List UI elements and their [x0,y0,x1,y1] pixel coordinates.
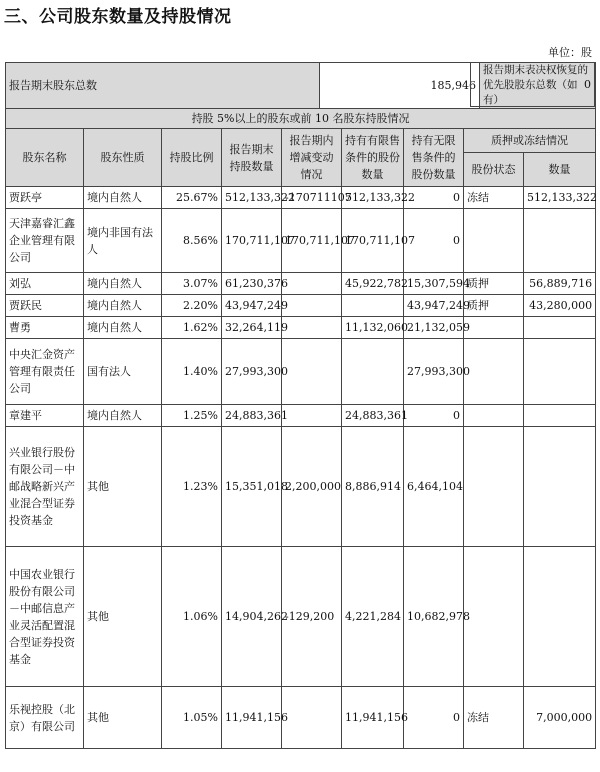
preferred-shareholders-value: 0 [471,63,595,107]
row-unrestricted: 0 [404,405,464,427]
row-ratio: 1.25% [162,405,222,427]
row-pledge-status [464,427,524,547]
header-nature: 股东性质 [84,129,162,187]
row-nature: 其他 [84,427,162,547]
row-change [282,295,342,317]
header-unrestricted: 持有无限售条件的股份数量 [404,129,464,187]
table-row [6,209,596,273]
header-change: 报告期内增减变动情况 [282,129,342,187]
row-nature: 境内非国有法人 [84,209,162,273]
row-pledge-qty [524,317,596,339]
header-shares: 报告期末持股数量 [222,129,282,187]
row-unrestricted: 10,682,978 [404,547,464,687]
row-ratio: 1.40% [162,339,222,405]
row-ratio: 1.62% [162,317,222,339]
row-unrestricted: 0 [404,187,464,209]
row-name: 刘弘 [6,273,84,295]
row-name: 中央汇金资产管理有限责任公司 [6,339,84,405]
row-change [282,405,342,427]
row-ratio: 1.23% [162,427,222,547]
row-name: 天津嘉睿汇鑫企业管理有限公司 [6,209,84,273]
row-shares: 43,947,249 [222,295,282,317]
row-nature: 境内自然人 [84,317,162,339]
row-unrestricted: 0 [404,209,464,273]
row-pledge-qty [524,427,596,547]
row-name: 贾跃民 [6,295,84,317]
row-restricted: 11,941,156 [342,687,404,749]
row-change [282,317,342,339]
row-shares: 512,133,322 [222,187,282,209]
row-shares: 15,351,018 [222,427,282,547]
row-unrestricted: 21,132,059 [404,317,464,339]
section-title: 三、公司股东数量及持股情况 [4,7,232,27]
row-shares: 170,711,107 [222,209,282,273]
row-shares: 14,904,262 [222,547,282,687]
preferred-value-table [470,62,595,107]
row-pledge-qty [524,405,596,427]
row-change [282,339,342,405]
total-shareholders-value: 185,946 [320,63,480,109]
header-pledge-status: 股份状态 [464,153,524,187]
table-row [6,427,596,547]
row-pledge-status: 冻结 [464,687,524,749]
row-ratio: 3.07% [162,273,222,295]
row-nature: 其他 [84,547,162,687]
table-row [6,339,596,405]
top-shareholders-table [5,108,596,749]
row-restricted: 45,922,782 [342,273,404,295]
row-restricted: 8,886,914 [342,427,404,547]
row-unrestricted: 43,947,249 [404,295,464,317]
row-pledge-status [464,405,524,427]
row-restricted: 512,133,322 [342,187,404,209]
row-restricted [342,339,404,405]
row-nature: 境内自然人 [84,187,162,209]
row-ratio: 1.06% [162,547,222,687]
row-pledge-qty: 7,000,000 [524,687,596,749]
header-ratio: 持股比例 [162,129,222,187]
row-pledge-status: 质押 [464,295,524,317]
table-row [6,687,596,749]
total-shareholders-label: 报告期末股东总数 [6,63,320,109]
row-name: 章建平 [6,405,84,427]
row-name: 曹勇 [6,317,84,339]
row-pledge-qty: 56,889,716 [524,273,596,295]
row-unrestricted: 27,993,300 [404,339,464,405]
row-pledge-status [464,317,524,339]
table-row [6,187,596,209]
row-pledge-qty: 43,280,000 [524,295,596,317]
row-shares: 11,941,156 [222,687,282,749]
row-restricted: 11,132,060 [342,317,404,339]
table-row [6,295,596,317]
unit-label: 单位：股 [548,46,592,59]
row-nature: 境内自然人 [84,273,162,295]
header-name: 股东名称 [6,129,84,187]
row-ratio: 25.67% [162,187,222,209]
row-change [282,687,342,749]
table-row [6,317,596,339]
preferred-shareholders-label: 报告期末表决权恢复的优先股股东总数（如有） [480,63,596,109]
row-pledge-status [464,339,524,405]
row-name: 中国农业银行股份有限公司－中邮信息产业灵活配置混合型证券投资基金 [6,547,84,687]
row-shares: 27,993,300 [222,339,282,405]
row-name: 贾跃亭 [6,187,84,209]
row-pledge-status: 冻结 [464,187,524,209]
header-pledge-qty: 数量 [524,153,596,187]
row-restricted: 170,711,107 [342,209,404,273]
row-change: 170,711,107 [282,209,342,273]
header-restricted: 持有有限售条件的股份数量 [342,129,404,187]
row-shares: 61,230,376 [222,273,282,295]
row-ratio: 1.05% [162,687,222,749]
row-pledge-qty [524,209,596,273]
table-row [6,405,596,427]
table-row [6,273,596,295]
row-unrestricted: 15,307,594 [404,273,464,295]
row-change: 2,200,000 [282,427,342,547]
table-row [6,547,596,687]
row-pledge-qty [524,547,596,687]
row-unrestricted: 6,464,104 [404,427,464,547]
row-nature: 国有法人 [84,339,162,405]
row-pledge-qty: 512,133,322 [524,187,596,209]
header-pledge-group: 质押或冻结情况 [464,129,596,153]
row-restricted [342,295,404,317]
row-shares: 24,883,361 [222,405,282,427]
row-ratio: 2.20% [162,295,222,317]
row-pledge-status [464,209,524,273]
row-change [282,273,342,295]
row-pledge-qty [524,339,596,405]
row-ratio: 8.56% [162,209,222,273]
row-change: -129,200 [282,547,342,687]
row-pledge-status [464,547,524,687]
row-unrestricted: 0 [404,687,464,749]
row-nature: 境内自然人 [84,295,162,317]
row-nature: 境内自然人 [84,405,162,427]
row-name: 乐视控股（北京）有限公司 [6,687,84,749]
row-change: -170711107 [282,187,342,209]
row-restricted: 4,221,284 [342,547,404,687]
row-shares: 32,264,119 [222,317,282,339]
row-nature: 其他 [84,687,162,749]
row-name: 兴业银行股份有限公司－中邮战略新兴产业混合型证券投资基金 [6,427,84,547]
row-pledge-status: 质押 [464,273,524,295]
row-restricted: 24,883,361 [342,405,404,427]
table-title: 持股 5%以上的股东或前 10 名股东持股情况 [6,109,596,129]
